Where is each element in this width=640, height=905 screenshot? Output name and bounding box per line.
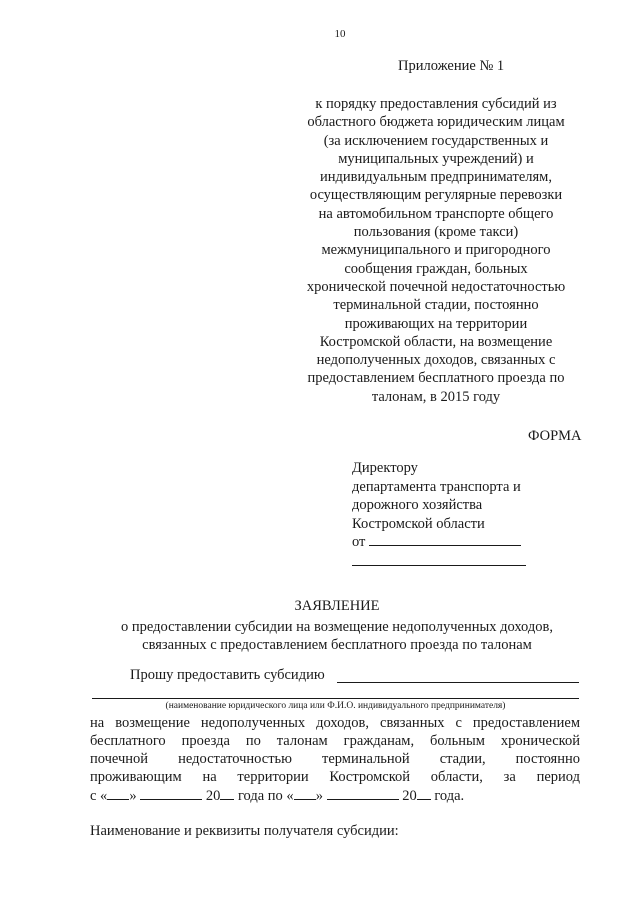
- order-line: областного бюджета юридическим лицам: [307, 114, 565, 131]
- order-line: осуществляющим регулярные перевозки: [309, 187, 563, 204]
- order-line: сообщения граждан, больных: [344, 260, 528, 277]
- page-number: 10: [334, 28, 346, 40]
- addressee-line: Директору: [352, 460, 418, 476]
- period-quote-close: »: [315, 788, 323, 804]
- from-blank-field[interactable]: [369, 533, 521, 546]
- statement-heading: ЗАЯВЛЕНИЕ: [294, 598, 380, 614]
- period-from-prefix: с «: [90, 788, 108, 804]
- order-line: хронической почечной недостаточностью: [306, 278, 566, 295]
- from-row: [352, 533, 526, 552]
- body-line: проживающим на территории Костромской области, за период: [90, 769, 580, 785]
- recipient-name-blank-field[interactable]: [92, 698, 579, 699]
- recipient-details-label: Наименование и реквизиты получателя субсидии:: [90, 823, 399, 839]
- order-line: межмуниципального и пригородного: [321, 242, 551, 259]
- from-label: от: [352, 534, 366, 550]
- period-year-suffix: года.: [434, 788, 465, 804]
- order-line: индивидуальным предпринимателям,: [320, 169, 552, 186]
- period-to-year-field[interactable]: [417, 786, 431, 800]
- period-from-day-field[interactable]: [107, 786, 129, 800]
- period-to-label: года по «: [237, 788, 294, 804]
- from-blank-field-2[interactable]: [352, 552, 526, 566]
- order-line: терминальной стадии, постоянно: [333, 297, 539, 314]
- period-to-century: 20: [402, 788, 417, 804]
- order-line: предоставлением бесплатного проезда по: [307, 370, 565, 387]
- period-quote-close: »: [129, 788, 137, 804]
- order-line: проживающих на территории: [344, 315, 528, 332]
- order-line: недополученных доходов, связанных с: [316, 352, 556, 369]
- order-line: (за исключением государственных и: [323, 132, 549, 149]
- period-to-month-field[interactable]: [327, 786, 399, 800]
- addressee-line: дорожного хозяйства: [352, 497, 483, 513]
- addressee-block: [352, 459, 526, 566]
- order-line: талонам, в 2015 году: [371, 388, 501, 405]
- subsidy-recipient-blank-field[interactable]: [337, 682, 579, 683]
- body-line: бесплатного проезда по талонам гражданам, больным хронической: [90, 733, 580, 749]
- body-line: почечной недостаточностью терминальной стадии, постоянно: [90, 751, 580, 767]
- order-line: пользования (кроме такси): [353, 224, 519, 241]
- period-from-year-field[interactable]: [220, 786, 234, 800]
- form-label: ФОРМА: [528, 428, 582, 444]
- period-to-day-field[interactable]: [294, 786, 316, 800]
- request-label: Прошу предоставить субсидию: [130, 667, 325, 683]
- order-line: муниципальных учреждений) и: [338, 150, 534, 167]
- statement-subheading: о предоставлении субсидии на возмещение недополученных доходов, связанных с предоставлением бесплатного проезда по талонам: [121, 619, 553, 653]
- recipient-name-caption: (наименование юридического лица или Ф.И.О. индивидуального предпринимателя): [165, 701, 506, 711]
- addressee-line: Костромской области: [352, 515, 485, 532]
- period-from-month-field[interactable]: [140, 786, 202, 800]
- body-line: на возмещение недополученных доходов, связанных с предоставлением: [90, 715, 580, 731]
- order-reference-block: [300, 95, 572, 406]
- period-from-century: 20: [205, 788, 221, 804]
- addressee-line: департамента транспорта и: [352, 478, 521, 495]
- appendix-title: Приложение № 1: [398, 58, 505, 74]
- statement-body: [90, 714, 580, 786]
- period-row: [90, 786, 464, 805]
- order-line: на автомобильном транспорте общего: [318, 205, 554, 222]
- order-line: Костромской области, на возмещение: [319, 333, 553, 350]
- order-line: к порядку предоставления субсидий из: [315, 96, 557, 112]
